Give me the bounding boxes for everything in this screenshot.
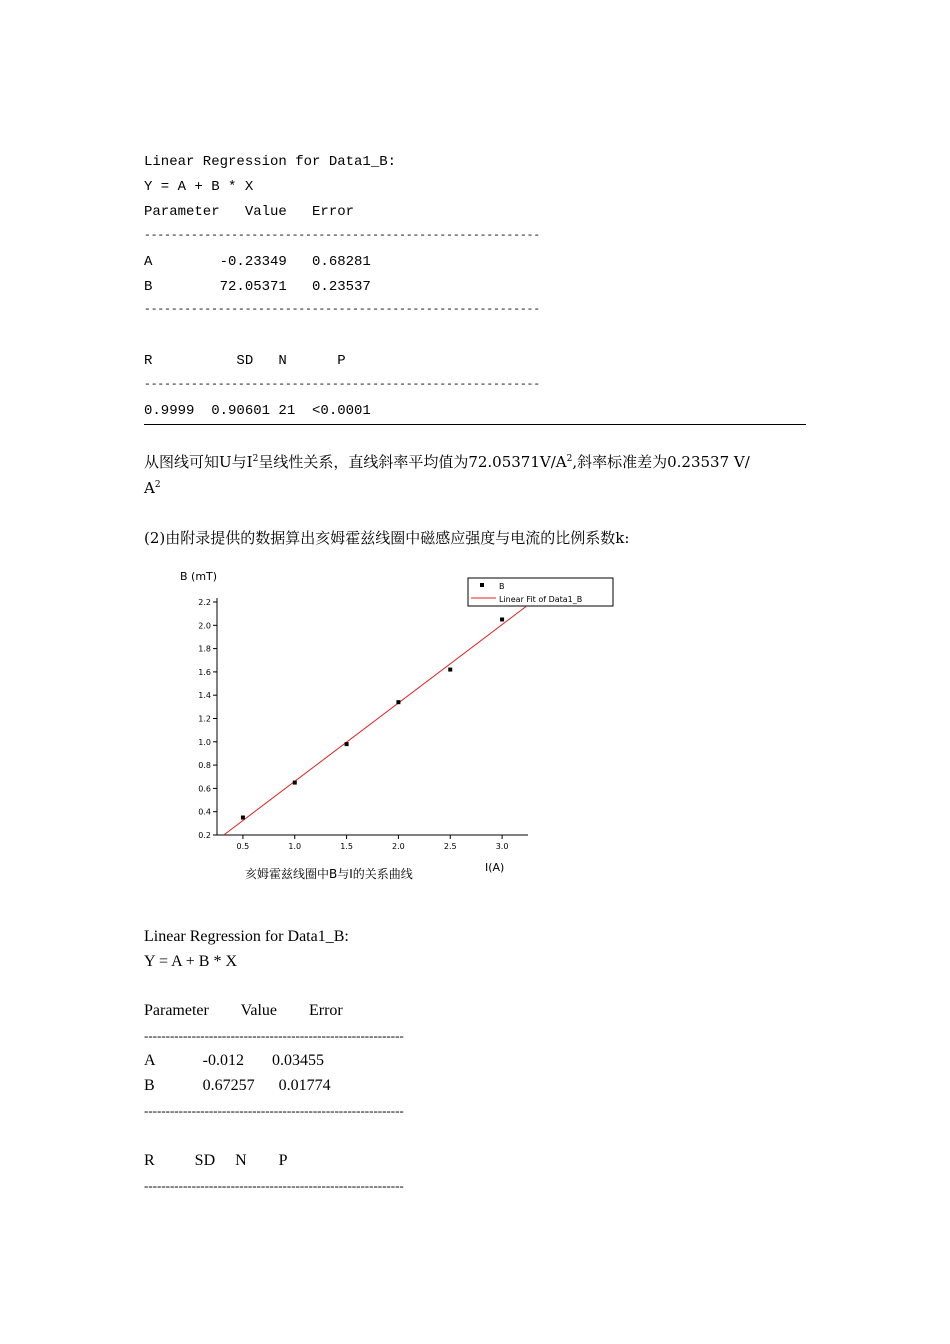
chart-title: 亥姆霍兹线圈中B与I的关系曲线 — [245, 867, 413, 881]
x-tick-label: 3.0 — [495, 842, 509, 851]
chart-points — [241, 617, 504, 819]
reg1-stats-header: R SD N P — [144, 353, 346, 369]
reg1-row-b: B 72.05371 0.23537 — [144, 279, 371, 295]
reg1-divider-3: ----------------------------------------------------------- — [144, 379, 541, 391]
y-tick-label: 0.6 — [198, 784, 211, 794]
reg1-equation: Y = A + B * X — [144, 179, 254, 195]
reg2-equation: Y = A + B * X — [144, 953, 238, 970]
reg2-stats-header: R SD N P — [144, 1152, 288, 1169]
data-point — [241, 816, 245, 820]
data-point — [448, 668, 452, 672]
reg1-header: Parameter Value Error — [144, 204, 355, 220]
y-tick-label: 0.4 — [198, 807, 211, 817]
conclusion-line-1: 从图线可知U与$I^2$呈线性关系，直线斜率平均值为$72.05371V/A^2$,斜率标准差为0.23537 V/ — [144, 453, 750, 471]
reg1-row-a: A -0.23349 0.68281 — [144, 254, 371, 270]
reg1-divider-1: ----------------------------------------------------------- — [144, 230, 541, 242]
y-tick-label: 2.0 — [198, 621, 211, 631]
reg2-row-b: B 0.67257 0.01774 — [144, 1077, 331, 1094]
x-tick-label: 2.0 — [392, 842, 405, 851]
conclusion-line-2: $A^2$ — [144, 479, 161, 497]
x-tick-label: 1.5 — [340, 842, 353, 851]
chart-ylabel: B (mT) — [180, 570, 218, 583]
x-tick-label: 0.5 — [236, 842, 250, 851]
reg1-divider-2: ----------------------------------------------------------- — [144, 304, 541, 316]
chart-ticks — [198, 598, 508, 851]
x-tick-label: 2.5 — [443, 842, 457, 851]
section-rule — [144, 424, 806, 425]
fit-line — [224, 607, 526, 835]
reg2-divider-3: ------------------------------------------------------------ — [144, 1178, 404, 1193]
data-point — [293, 781, 297, 785]
y-tick-label: 1.8 — [198, 644, 211, 654]
reg1-stats-values: 0.9999 0.90601 21 <0.0001 — [144, 403, 371, 419]
x-tick-label: 1.0 — [288, 842, 302, 851]
reg2-divider-2: ------------------------------------------------------------ — [144, 1103, 404, 1118]
y-tick-label: 0.8 — [198, 761, 211, 771]
y-tick-label: 1.2 — [198, 714, 211, 724]
reg2-row-a: A -0.012 0.03455 — [144, 1052, 324, 1069]
y-tick-label: 1.0 — [198, 737, 211, 747]
section-2-heading: (2)由附录提供的数据算出亥姆霍兹线圈中磁感应强度与电流的比例系数k: — [144, 529, 630, 547]
y-tick-label: 1.6 — [198, 667, 211, 677]
reg2-title: Linear Regression for Data1_B: — [144, 928, 349, 945]
reg2-divider-1: ------------------------------------------------------------ — [144, 1028, 404, 1043]
chart-axes — [217, 598, 528, 835]
reg2-header: Parameter Value Error — [144, 1002, 343, 1019]
b-vs-i-chart — [170, 560, 630, 890]
data-point — [500, 617, 504, 621]
legend-marker-icon — [480, 583, 484, 587]
reg1-title: Linear Regression for Data1_B: — [144, 154, 397, 170]
legend-label-fit: Linear Fit of Data1_B — [499, 595, 583, 604]
y-tick-label: 2.2 — [198, 598, 211, 607]
legend-label-data: B — [499, 582, 505, 591]
chart-legend — [468, 578, 613, 606]
y-tick-label: 0.2 — [198, 831, 211, 840]
chart-xlabel: I(A) — [485, 861, 505, 874]
data-point — [345, 742, 349, 746]
data-point — [396, 700, 400, 704]
y-tick-label: 1.4 — [198, 691, 211, 701]
